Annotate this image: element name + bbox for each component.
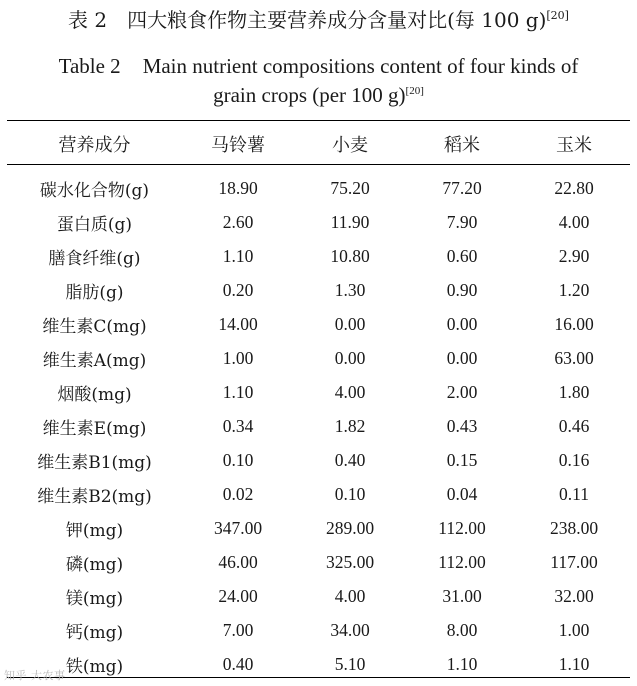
column-header-wheat: 小麦 <box>332 134 368 156</box>
cell-potato: 24.00 <box>218 585 258 606</box>
row-label: 维生素C(mg) <box>42 316 147 337</box>
column-header-potato: 马铃薯 <box>211 134 265 156</box>
reference-marker[interactable]: [20] <box>546 9 569 22</box>
row-label: 烟酸(mg) <box>57 384 132 405</box>
cell-wheat: 1.30 <box>334 279 366 300</box>
cell-rice: 2.00 <box>446 381 478 402</box>
cell-potato: 18.90 <box>218 177 258 198</box>
cell-corn: 1.10 <box>558 653 590 674</box>
cell-wheat: 4.00 <box>334 381 366 402</box>
cell-rice: 0.00 <box>446 313 478 334</box>
cell-rice: 0.04 <box>446 483 478 504</box>
table-row <box>7 647 630 681</box>
table-row <box>7 341 630 375</box>
table-bottom-rule <box>7 677 630 678</box>
row-label: 磷(mg) <box>65 554 124 575</box>
cell-corn: 1.20 <box>558 279 590 300</box>
cell-rice: 77.20 <box>442 177 482 198</box>
cell-corn: 1.80 <box>558 381 590 402</box>
cell-potato: 0.20 <box>222 279 254 300</box>
cell-wheat: 325.00 <box>325 551 375 572</box>
cell-potato: 46.00 <box>218 551 258 572</box>
cell-rice: 7.90 <box>446 211 478 232</box>
table-top-rule <box>7 120 630 121</box>
cell-wheat: 0.40 <box>334 449 366 470</box>
row-label: 维生素E(mg) <box>42 418 147 439</box>
table-row <box>7 171 630 205</box>
watermark: 知乎 大农事 <box>4 669 66 682</box>
cell-wheat: 0.00 <box>334 347 366 368</box>
row-label: 蛋白质(g) <box>56 214 133 235</box>
table-row <box>7 545 630 579</box>
cell-corn: 4.00 <box>558 211 590 232</box>
cell-wheat: 1.82 <box>334 415 366 436</box>
cell-potato: 0.02 <box>222 483 254 504</box>
table-label-english: Table 2 <box>58 54 121 78</box>
table-title-chinese: 四大粮食作物主要营养成分含量对比(每 100 g) <box>127 8 547 32</box>
cell-corn: 0.11 <box>559 483 589 504</box>
cell-rice: 8.00 <box>446 619 478 640</box>
table-caption-english <box>0 52 637 110</box>
cell-rice: 1.10 <box>446 653 478 674</box>
cell-wheat: 0.00 <box>334 313 366 334</box>
table-row <box>7 477 630 511</box>
cell-wheat: 10.80 <box>330 245 370 266</box>
row-label: 镁(mg) <box>65 588 124 609</box>
table-title-english-line2: grain crops (per 100 g) <box>213 83 406 107</box>
cell-rice: 0.15 <box>446 449 478 470</box>
column-header-rice: 稻米 <box>444 134 480 156</box>
cell-rice: 0.43 <box>446 415 478 436</box>
row-label: 钾(mg) <box>65 520 124 541</box>
cell-wheat: 4.00 <box>334 585 366 606</box>
reference-marker[interactable]: [20] <box>405 85 424 97</box>
table-row <box>7 205 630 239</box>
cell-wheat: 0.10 <box>334 483 366 504</box>
cell-rice: 112.00 <box>438 517 486 538</box>
cell-wheat: 34.00 <box>330 619 370 640</box>
row-label: 膳食纤维(g) <box>48 248 141 269</box>
table-row <box>7 375 630 409</box>
cell-corn: 2.90 <box>558 245 590 266</box>
nutrient-table <box>7 123 630 681</box>
cell-rice: 112.00 <box>438 551 486 572</box>
table-row <box>7 239 630 273</box>
table-spacer-row <box>7 164 630 171</box>
table-caption-chinese <box>0 6 637 34</box>
row-label: 维生素A(mg) <box>42 350 147 371</box>
row-label: 铁(mg) <box>65 656 124 677</box>
cell-corn: 238.00 <box>549 517 599 538</box>
table-row <box>7 273 630 307</box>
cell-rice: 0.90 <box>446 279 478 300</box>
column-header-corn: 玉米 <box>556 134 592 156</box>
table-row <box>7 613 630 647</box>
row-label: 钙(mg) <box>65 622 124 643</box>
spacer-cell <box>7 164 630 171</box>
cell-potato: 0.10 <box>222 449 254 470</box>
cell-corn: 16.00 <box>554 313 594 334</box>
cell-corn: 0.16 <box>558 449 590 470</box>
column-header-nutrient: 营养成分 <box>58 134 131 156</box>
table-row <box>7 409 630 443</box>
table-header-row <box>7 123 630 164</box>
cell-corn: 0.46 <box>558 415 590 436</box>
cell-wheat: 11.90 <box>330 211 370 232</box>
row-label: 维生素B1(mg) <box>37 452 152 473</box>
row-label: 脂肪(g) <box>65 282 124 303</box>
cell-potato: 7.00 <box>222 619 254 640</box>
cell-potato: 2.60 <box>222 211 254 232</box>
table-label-chinese: 表 2 <box>68 8 108 32</box>
cell-rice: 0.00 <box>446 347 478 368</box>
cell-potato: 0.34 <box>222 415 254 436</box>
caption-english-line-1 <box>0 52 637 81</box>
table-row <box>7 443 630 477</box>
cell-corn: 32.00 <box>554 585 594 606</box>
table-row <box>7 307 630 341</box>
cell-rice: 0.60 <box>446 245 478 266</box>
cell-wheat: 289.00 <box>325 517 375 538</box>
table-title-english-line1: Main nutrient compositions content of four kinds of <box>142 54 579 78</box>
cell-potato: 1.10 <box>222 381 254 402</box>
cell-potato: 1.00 <box>222 347 254 368</box>
table-row <box>7 511 630 545</box>
cell-potato: 14.00 <box>218 313 258 334</box>
row-label: 维生素B2(mg) <box>37 486 152 507</box>
table-row <box>7 579 630 613</box>
cell-potato: 0.40 <box>222 653 254 674</box>
caption-english-line-2 <box>0 81 637 110</box>
cell-potato: 1.10 <box>222 245 254 266</box>
row-label: 碳水化合物(g) <box>39 180 150 201</box>
cell-wheat: 75.20 <box>330 177 370 198</box>
cell-potato: 347.00 <box>213 517 263 538</box>
cell-rice: 31.00 <box>442 585 482 606</box>
cell-corn: 63.00 <box>554 347 594 368</box>
cell-wheat: 5.10 <box>334 653 366 674</box>
cell-corn: 117.00 <box>550 551 598 572</box>
cell-corn: 1.00 <box>558 619 590 640</box>
cell-corn: 22.80 <box>554 177 594 198</box>
